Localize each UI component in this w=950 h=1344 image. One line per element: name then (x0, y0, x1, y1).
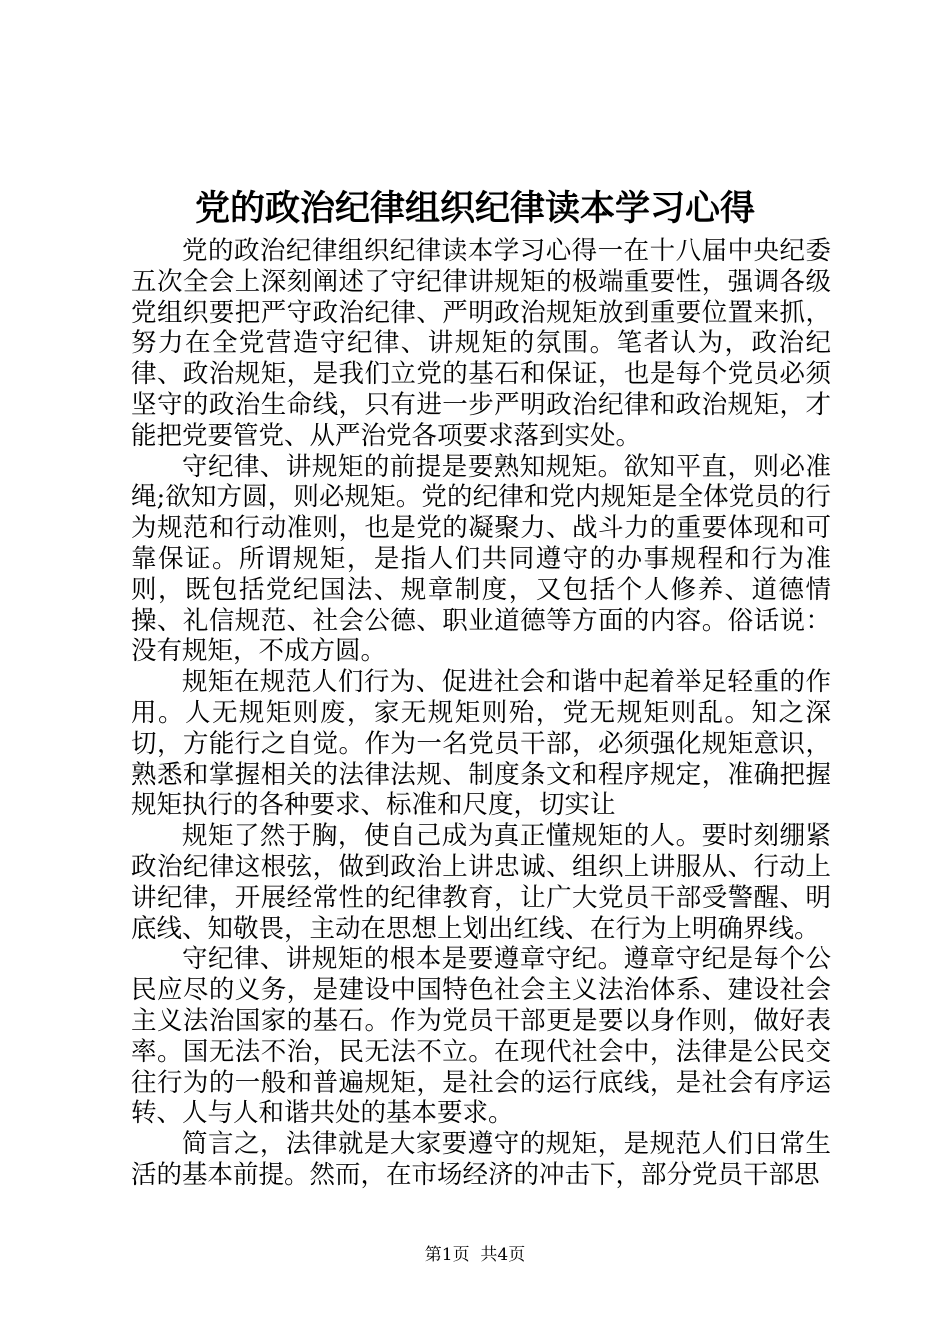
document-body (131, 236, 831, 1191)
paragraph-4: 规矩了然于胸，使自己成为真正懂规矩的人。要时刻绷紧政治纪律这根弦，做到政治上讲忠诚、组织上讲服从、行动上讲纪律，开展经常性的纪律教育，让广大党员干部受警醒、明底线、知敬畏，主动在思想上划出红线、在行为上明确界线。 (131, 821, 831, 944)
page-footer (0, 1244, 950, 1266)
paragraph-6: 简言之，法律就是大家要遵守的规矩，是规范人们日常生活的基本前提。然而，在市场经济的冲击下，部分党员干部思 (131, 1129, 831, 1190)
paragraph-5: 守纪律、讲规矩的根本是要遵章守纪。遵章守纪是每个公民应尽的义务，是建设中国特色社会主义法治体系、建设社会主义法治国家的基石。作为党员干部更是要以身作则，做好表率。国无法不治，民无法不立。在现代社会中，法律是公民交往行为的一般和普遍规矩，是社会的运行底线，是社会有序运转、人与人和谐共处的基本要求。 (131, 944, 831, 1129)
paragraph-1: 党的政治纪律组织纪律读本学习心得一在十八届中央纪委五次全会上深刻阐述了守纪律讲规矩的极端重要性，强调各级党组织要把严守政治纪律、严明政治规矩放到重要位置来抓，努力在全党营造守纪律、讲规矩的氛围。笔者认为，政治纪律、政治规矩，是我们立党的基石和保证，也是每个党员必须坚守的政治生命线，只有进一步严明政治纪律和政治规矩，才能把党要管党、从严治党各项要求落到实处。 (131, 236, 831, 451)
document-title: 党的政治纪律组织纪律读本学习心得 (194, 188, 755, 229)
paragraph-2: 守纪律、讲规矩的前提是要熟知规矩。欲知平直，则必准绳;欲知方圆，则必规矩。党的纪律和党内规矩是全体党员的行为规范和行动准则，也是党的凝聚力、战斗力的重要体现和可靠保证。所谓规矩，是指人们共同遵守的办事规程和行为准则，既包括党纪国法、规章制度，又包括个人修养、道德情操、礼信规范、社会公德、职业道德等方面的内容。俗话说：没有规矩，不成方圆。 (131, 451, 831, 667)
page-number: 第1页 共4页 (424, 1245, 526, 1265)
paragraph-3: 规矩在规范人们行为、促进社会和谐中起着举足轻重的作用。人无规矩则废，家无规矩则殆，党无规矩则乱。知之深切，方能行之自觉。作为一名党员干部，必须强化规矩意识，熟悉和掌握相关的法律法规、制度条文和程序规定，准确把握规矩执行的各种要求、标准和尺度，切实让 (131, 667, 831, 821)
